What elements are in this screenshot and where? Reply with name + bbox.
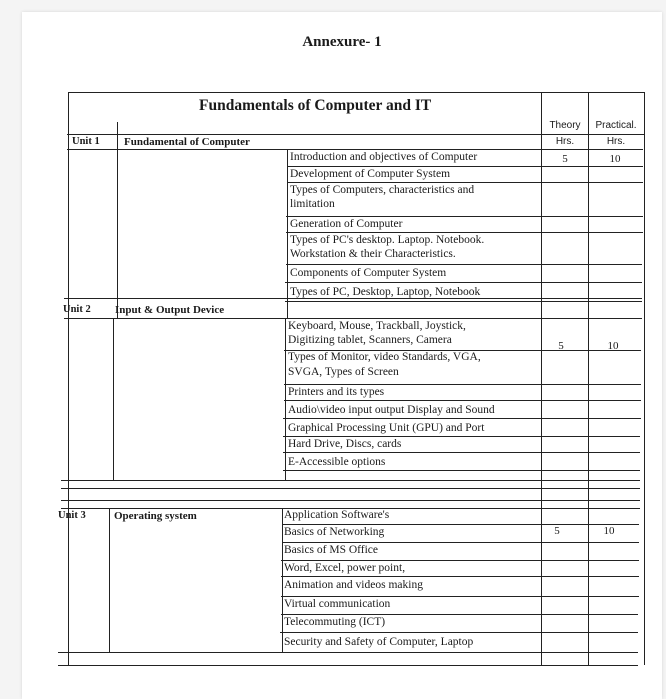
table-rule-vertical: [117, 122, 118, 318]
table-rule-horizontal: [58, 652, 638, 653]
table-rule-horizontal: [283, 436, 640, 437]
table-rule-horizontal: [281, 576, 639, 577]
topic: Types of Computers, characteristics and: [290, 184, 475, 196]
table-rule-vertical: [282, 508, 283, 652]
topic: Audio\video input output Display and Sound: [288, 404, 495, 416]
practical-hours: 10: [603, 525, 615, 537]
table-rule-horizontal: [61, 500, 640, 501]
topic: Telecommuting (ICT): [284, 616, 386, 628]
table-rule-vertical: [68, 92, 69, 665]
topic: Graphical Processing Unit (GPU) and Port: [288, 422, 485, 434]
topic: Development of Computer System: [290, 168, 451, 180]
topic: Printers and its types: [288, 386, 385, 398]
topic: Hard Drive, Discs, cards: [288, 438, 402, 450]
table-rule-horizontal: [58, 665, 638, 666]
unit-name: Operating system: [114, 510, 197, 522]
unit-label: Unit 2: [63, 304, 91, 315]
table-rule-vertical: [287, 149, 288, 318]
topic: Generation of Computer: [290, 218, 403, 230]
topic: limitation: [290, 198, 335, 210]
theory-header-line1: Theory: [549, 120, 581, 131]
table-rule-horizontal: [281, 560, 639, 561]
topic: Workstation & their Characteristics.: [290, 248, 456, 260]
document-page: [22, 12, 662, 699]
table-rule-horizontal: [67, 149, 643, 150]
practical-hours: 10: [607, 340, 619, 352]
unit-label: Unit 3: [58, 510, 86, 521]
topic: Application Software's: [284, 509, 390, 521]
table-rule-horizontal: [61, 488, 640, 489]
practical-header-line2: Hrs.: [606, 136, 626, 147]
table-rule-horizontal: [282, 542, 639, 543]
annexure-heading: Annexure- 1: [302, 34, 382, 50]
theory-hours: 5: [554, 525, 560, 537]
table-rule-horizontal: [286, 232, 643, 233]
topic: Keyboard, Mouse, Trackball, Joystick,: [288, 320, 466, 332]
table-rule-vertical: [285, 318, 286, 480]
topic: Virtual communication: [284, 598, 391, 610]
practical-header-line1: Practical.: [595, 120, 637, 131]
theory-hours: 5: [562, 153, 568, 165]
table-rule-horizontal: [61, 480, 640, 481]
table-rule-horizontal: [287, 182, 643, 183]
topic: Animation and videos making: [284, 579, 423, 591]
table-rule-horizontal: [281, 596, 639, 597]
unit-name: Input & Output Device: [115, 304, 225, 316]
topic: Introduction and objectives of Computer: [290, 151, 478, 163]
topic: Types of PC's desktop. Laptop. Notebook.: [290, 234, 485, 246]
theory-header-line2: Hrs.: [555, 136, 575, 147]
topic: Types of PC, Desktop, Laptop, Notebook: [290, 286, 481, 298]
topic: Basics of Networking: [284, 526, 385, 538]
topic: Security and Safety of Computer, Laptop: [284, 636, 474, 648]
table-rule-vertical: [588, 92, 589, 665]
table-rule-horizontal: [67, 134, 644, 135]
table-rule-horizontal: [287, 166, 643, 167]
table-rule-horizontal: [68, 92, 644, 93]
table-rule-horizontal: [281, 614, 638, 615]
table-rule-vertical: [541, 92, 542, 665]
topic: Types of Monitor, video Standards, VGA,: [288, 351, 481, 363]
table-rule-horizontal: [280, 632, 638, 633]
topic: Basics of MS Office: [284, 544, 379, 556]
table-title: Fundamentals of Computer and IT: [199, 97, 432, 114]
table-rule-horizontal: [282, 524, 639, 525]
topic: Components of Computer System: [290, 267, 447, 279]
unit-label: Unit 1: [72, 136, 100, 147]
theory-hours: 5: [558, 340, 564, 352]
topic: Word, Excel, power point,: [284, 562, 406, 574]
unit-name: Fundamental of Computer: [124, 136, 250, 148]
table-rule-horizontal: [283, 452, 640, 453]
topic: E-Accessible options: [288, 456, 386, 468]
topic: Digitizing tablet, Scanners, Camera: [288, 334, 452, 346]
table-rule-vertical: [644, 92, 645, 665]
table-rule-horizontal: [283, 470, 640, 471]
table-rule-horizontal: [64, 318, 642, 319]
table-rule-vertical: [113, 318, 114, 480]
topic: SVGA, Types of Screen: [288, 366, 399, 378]
table-rule-horizontal: [286, 216, 643, 217]
practical-hours: 10: [609, 153, 621, 165]
table-rule-vertical: [109, 508, 110, 652]
